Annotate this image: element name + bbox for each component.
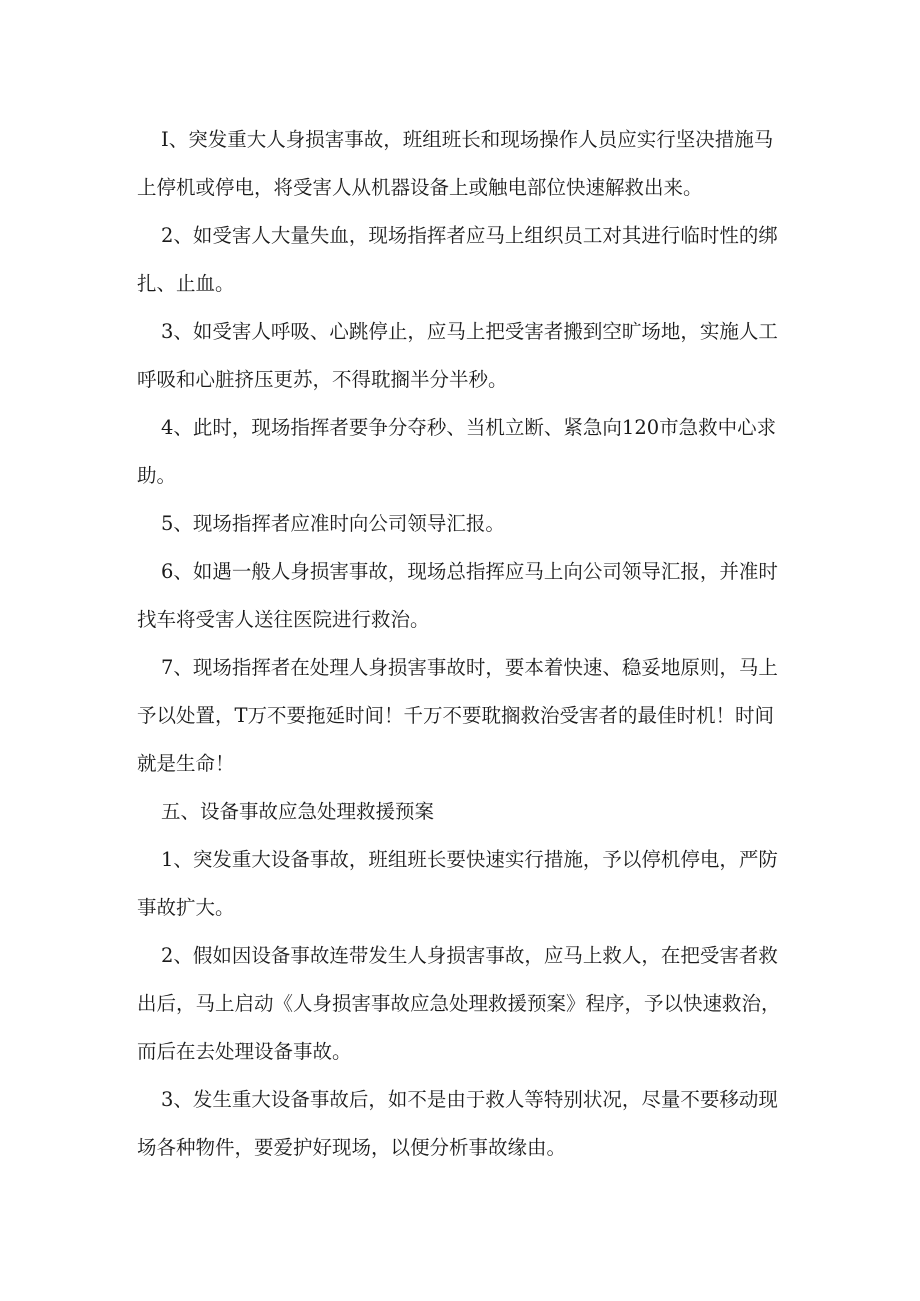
paragraph-5: 5、现场指挥者应准时向公司领导汇报。 <box>161 512 505 535</box>
document-body <box>137 116 785 1172</box>
paragraph-3: 3、如受害人呼吸、心跳停止，应马上把受害者搬到空旷场地，实施人工呼吸和心脏挤压更苏，不得耽搁半分半秒。 <box>137 320 778 391</box>
paragraph-4: 4、此时，现场指挥者要争分夺秒、当机立断、紧急向120市急救中心求助。 <box>137 416 777 487</box>
paragraph-1: I、突发重大人身损害事故，班组班长和现场操作人员应实行坚决措施马上停机或停电，将受害人从机器设备上或触电部位快速解救出来。 <box>137 128 774 199</box>
section-heading: 五、设备事故应急处理救援预案 <box>161 800 435 823</box>
paragraph-2: 2、如受害人大量失血，现场指挥者应马上组织员工对其进行临时性的绑扎、止血。 <box>137 224 778 295</box>
paragraph-6: 6、如遇一般人身损害事故，现场总指挥应马上向公司领导汇报，并准时找车将受害人送往医院进行救治。 <box>137 560 778 631</box>
paragraph-9: 2、假如因设备事故连带发生人身损害事故，应马上救人，在把受害者救出后，马上启动《人身损害事故应急处理救援预案》程序，予以快速救治，而后在去处理设备事故。 <box>137 944 781 1063</box>
paragraph-7: 7、现场指挥者在处理人身损害事故时，要本着快速、稳妥地原则，马上予以处置，T万不要拖延时间！千万不要耽搁救治受害者的最佳时机！时间就是生命！ <box>137 656 778 775</box>
paragraph-10: 3、发生重大设备事故后，如不是由于救人等特别状况，尽量不要移动现场各种物件，要爱护好现场，以便分析事故缘由。 <box>137 1088 778 1159</box>
paragraph-8: 1、突发重大设备事故，班组班长要快速实行措施，予以停机停电，严防事故扩大。 <box>137 848 778 919</box>
